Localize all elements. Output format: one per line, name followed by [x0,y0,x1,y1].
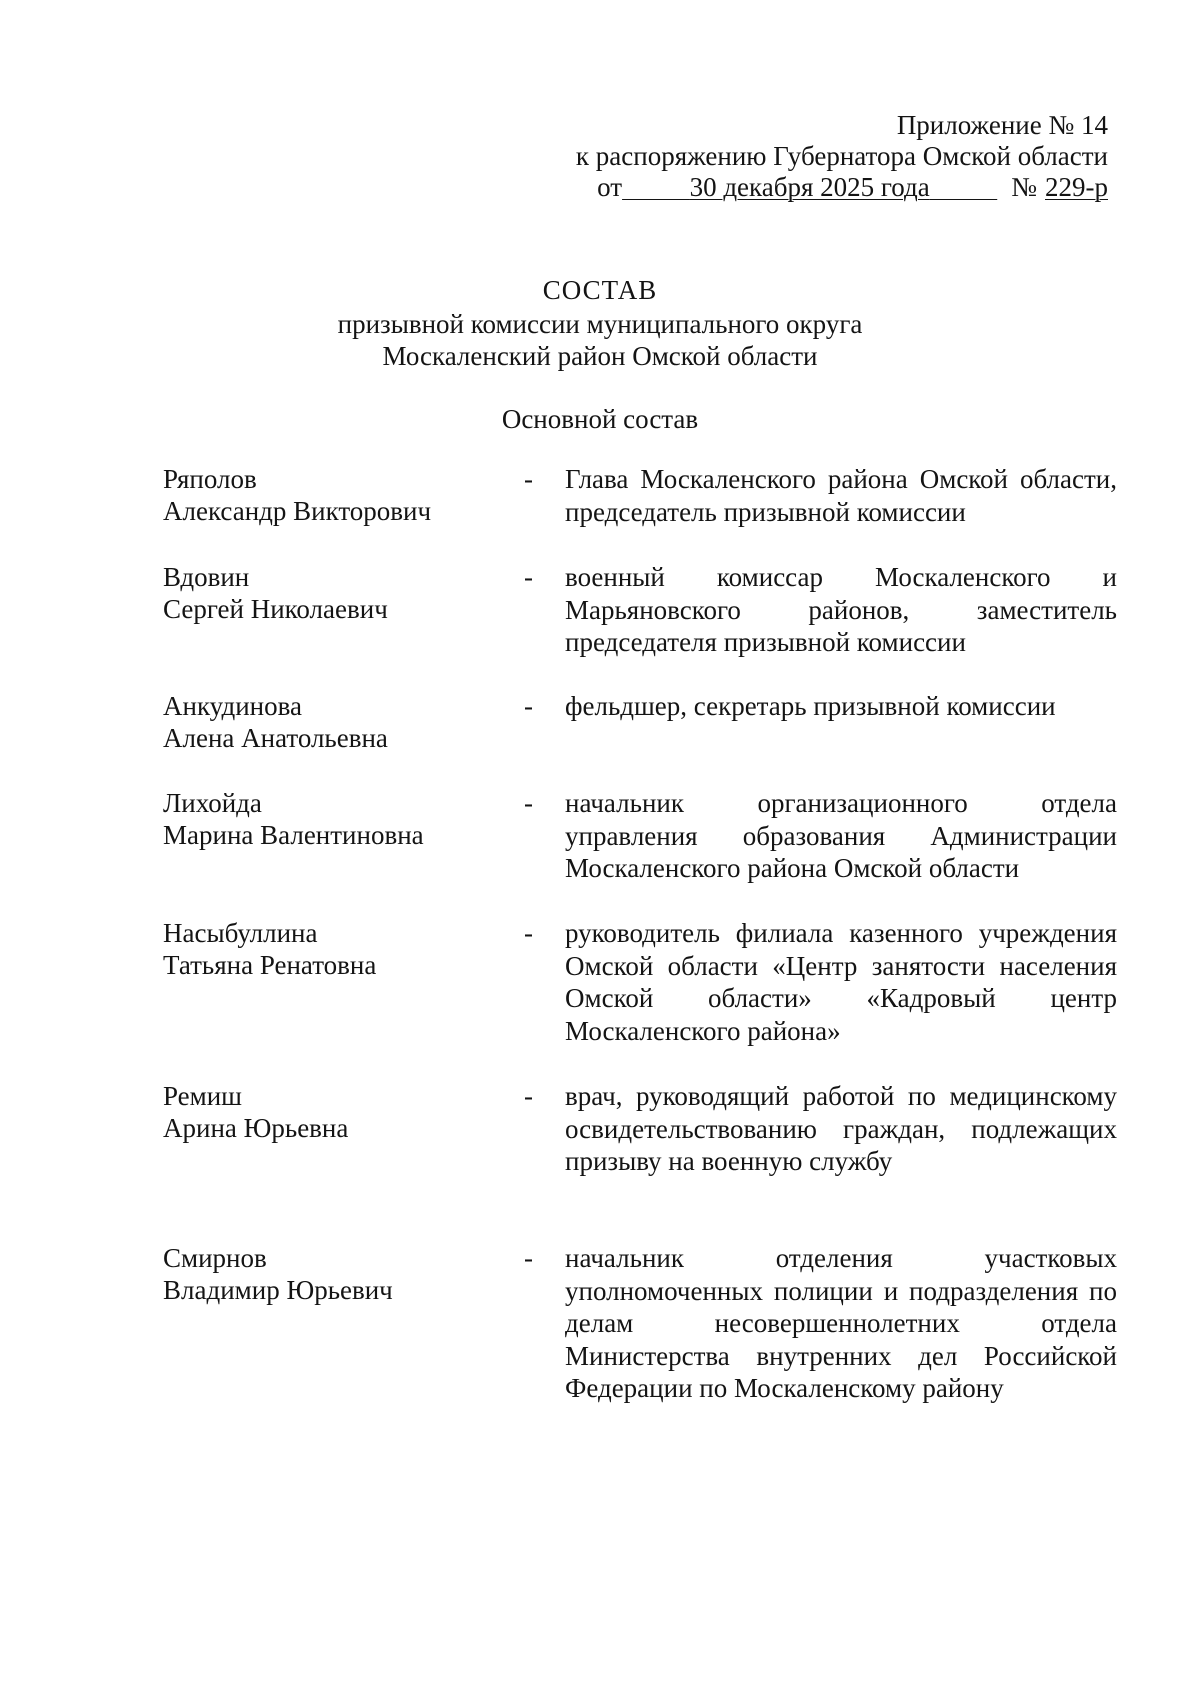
date-filler-left [622,172,690,202]
from-label: от [597,172,623,202]
document-title: СОСТАВ [542,275,658,305]
member-surname: Анкудинова [163,691,302,721]
member-given-names: Алена Анатольевна [163,723,388,753]
member-role: Глава Москаленского района Омской области, председатель призывной комиссии [565,464,1117,527]
member-surname: Насыбуллина [163,918,318,948]
member-role: начальник организационного отдела управления образования Администрации Москаленского района Омской области [565,788,1117,883]
member-name [163,561,493,625]
member-role: руководитель филиала казенного учреждения Омской области «Центр занятости населения Омской области» «Кадровый центр Москаленского района» [565,918,1117,1046]
appendix-number: Приложение № 14 [896,110,1108,140]
member-name [163,690,493,754]
member-dash: - [524,1243,533,1273]
member-dash: - [524,1081,533,1111]
member-name [163,1080,493,1144]
member-name [163,1242,493,1306]
date-filler-right [930,172,998,202]
member-role: начальник отделения участковых уполномоченных полиции и подразделения по делам несовершеннолетних отдела Министерства внутренних дел Российской Федерации по Москаленскому району [565,1243,1117,1403]
member-surname: Ряполов [163,464,257,494]
member-given-names: Сергей Николаевич [163,594,388,624]
member-role: врач, руководящий работой по медицинскому освидетельствованию граждан, подлежащих призыву на военную службу [565,1081,1117,1176]
member-given-names: Арина Юрьевна [163,1113,349,1143]
member-name [163,787,493,851]
member-given-names: Александр Викторович [163,496,432,526]
member-role: фельдшер, секретарь призывной комиссии [565,691,1056,721]
section-title: Основной состав [501,404,699,434]
member-surname: Смирнов [163,1243,267,1273]
appendix-reference: к распоряжению Губернатора Омской области [575,141,1108,171]
member-dash: - [524,464,533,494]
member-surname: Вдовин [163,562,250,592]
member-role: военный комиссар Москаленского и Марьяновского районов, заместитель председателя призывной комиссии [565,562,1117,657]
member-surname: Лихойда [163,788,262,818]
document-date: 30 декабря 2025 года [689,172,930,202]
appendix-date-line [576,172,1108,203]
member-dash: - [524,918,533,948]
member-given-names: Владимир Юрьевич [163,1275,393,1305]
member-dash: - [524,691,533,721]
document-subtitle-line-1: призывной комиссии муниципального округа [337,309,863,339]
member-dash: - [524,562,533,592]
member-given-names: Татьяна Ренатовна [163,950,377,980]
appendix-block [576,110,1108,203]
document-subtitle-line-2: Москаленский район Омской области [382,341,818,371]
member-dash: - [524,788,533,818]
document-number: 229-р [1045,172,1108,202]
member-name [163,917,493,981]
member-name [163,463,493,527]
member-surname: Ремиш [163,1081,242,1111]
number-label: № [1011,172,1037,202]
member-given-names: Марина Валентиновна [163,820,424,850]
